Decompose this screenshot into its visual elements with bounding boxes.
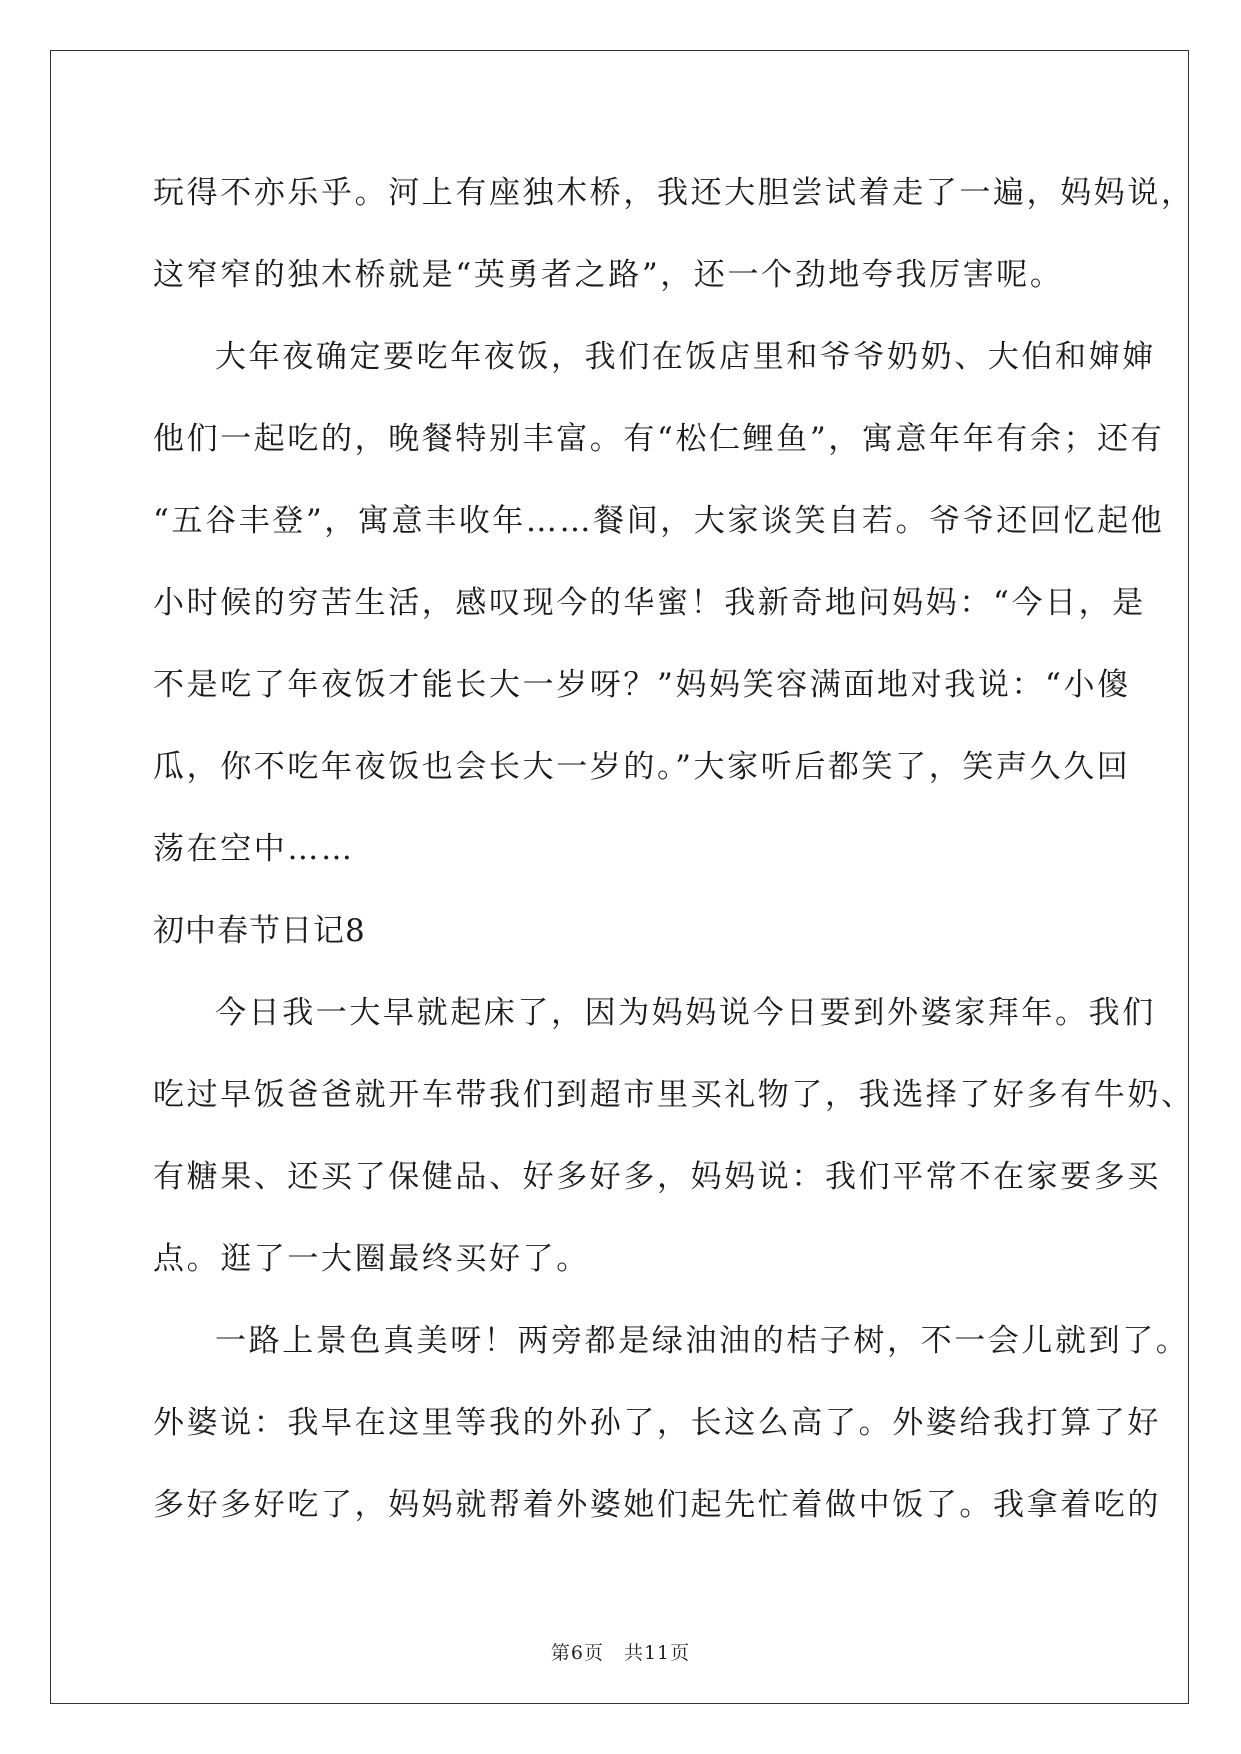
text-line: 多好多好吃了，妈妈就帮着外婆她们起先忙着做中饭了。我拿着吃的 xyxy=(153,1487,1161,1523)
section-heading: 初中春节日记8 xyxy=(153,913,366,949)
text-line: 有糖果、还买了保健品、好多好多，妈妈说：我们平常不在家要多买 xyxy=(153,1159,1161,1195)
text-line: 不是吃了年夜饭才能长大一岁呀？”妈妈笑容满面地对我说：“小傻 xyxy=(153,667,1131,703)
paragraph-start-line: 一路上景色真美呀！两旁都是绿油油的桔子树，不一会儿就到了。 xyxy=(215,1323,1190,1359)
text-line: 小时候的穷苦生活，感叹现今的华蜜！我新奇地问妈妈：“今日，是 xyxy=(153,585,1146,621)
document-body xyxy=(153,152,1195,1546)
page-number-footer: 第6页 共11页 xyxy=(550,1642,691,1664)
text-line: 他们一起吃的，晚餐特别丰富。有“松仁鲤鱼”，寓意年年有余；还有 xyxy=(153,421,1165,457)
text-line: 点。逛了一大圈最终买好了。 xyxy=(153,1241,590,1277)
text-line: 这窄窄的独木桥就是“英勇者之路”，还一个劲地夸我厉害呢。 xyxy=(153,257,1064,293)
text-line: 荡在空中…… xyxy=(153,831,355,867)
paragraph-start-line: 大年夜确定要吃年夜饭，我们在饭店里和爷爷奶奶、大伯和婶婶 xyxy=(215,339,1156,375)
text-line: 瓜，你不吃年夜饭也会长大一岁的。”大家听后都笑了，笑声久久回 xyxy=(153,749,1131,785)
paragraph-start-line: 今日我一大早就起床了，因为妈妈说今日要到外婆家拜年。我们 xyxy=(215,995,1156,1031)
text-line: 外婆说：我早在这里等我的外孙了，长这么高了。外婆给我打算了好 xyxy=(153,1405,1161,1441)
text-line: “五谷丰登”，寓意丰收年……餐间，大家谈笑自若。爷爷还回忆起他 xyxy=(153,503,1165,539)
text-line: 玩得不亦乐乎。河上有座独木桥，我还大胆尝试着走了一遍，妈妈说， xyxy=(153,175,1195,211)
text-line: 吃过早饭爸爸就开车带我们到超市里买礼物了，我选择了好多有牛奶、 xyxy=(153,1077,1195,1113)
